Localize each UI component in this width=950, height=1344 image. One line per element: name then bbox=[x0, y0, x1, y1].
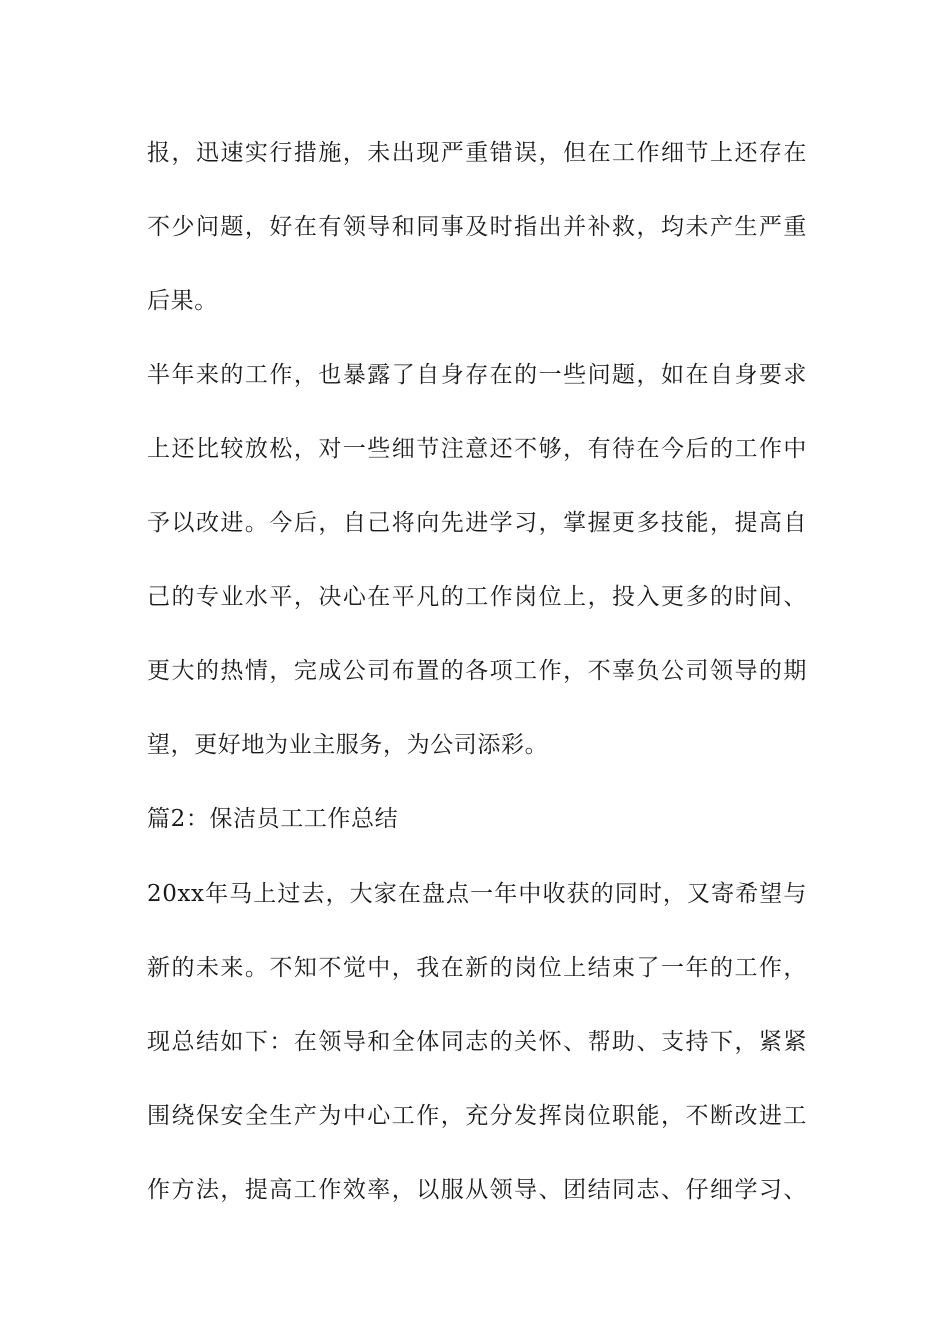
text-line: 己的专业水平，决心在平凡的工作岗位上，投入更多的时间、 bbox=[147, 584, 807, 610]
section-heading: 篇2：保洁员工工作总结 bbox=[147, 806, 399, 832]
text-line: 予以改进。今后，自己将向先进学习，掌握更多技能，提高自 bbox=[147, 510, 807, 536]
text-line: 新的未来。不知不觉中，我在新的岗位上结束了一年的工作， bbox=[147, 955, 807, 981]
text-line: 作方法，提高工作效率，以服从领导、团结同志、仔细学习、 bbox=[147, 1177, 807, 1203]
text-line: 现总结如下：在领导和全体同志的关怀、帮助、支持下，紧紧 bbox=[147, 1029, 807, 1055]
text-line: 20xx年马上过去，大家在盘点一年中收获的同时，又寄希望与 bbox=[147, 881, 807, 907]
text-line: 望，更好地为业主服务，为公司添彩。 bbox=[147, 732, 549, 758]
text-line: 半年来的工作，也暴露了自身存在的一些问题，如在自身要求 bbox=[147, 362, 807, 388]
text-line: 上还比较放松，对一些细节注意还不够，有待在今后的工作中 bbox=[147, 436, 807, 462]
text-line: 后果。 bbox=[147, 288, 218, 314]
text-line: 报，迅速实行措施，未出现严重错误，但在工作细节上还存在 bbox=[147, 140, 807, 166]
text-line: 围绕保安全生产为中心工作，充分发挥岗位职能，不断改进工 bbox=[147, 1103, 807, 1129]
text-line: 更大的热情，完成公司布置的各项工作，不辜负公司领导的期 bbox=[147, 658, 807, 684]
text-line: 不少问题，好在有领导和同事及时指出并补救，均未产生严重 bbox=[147, 214, 807, 240]
